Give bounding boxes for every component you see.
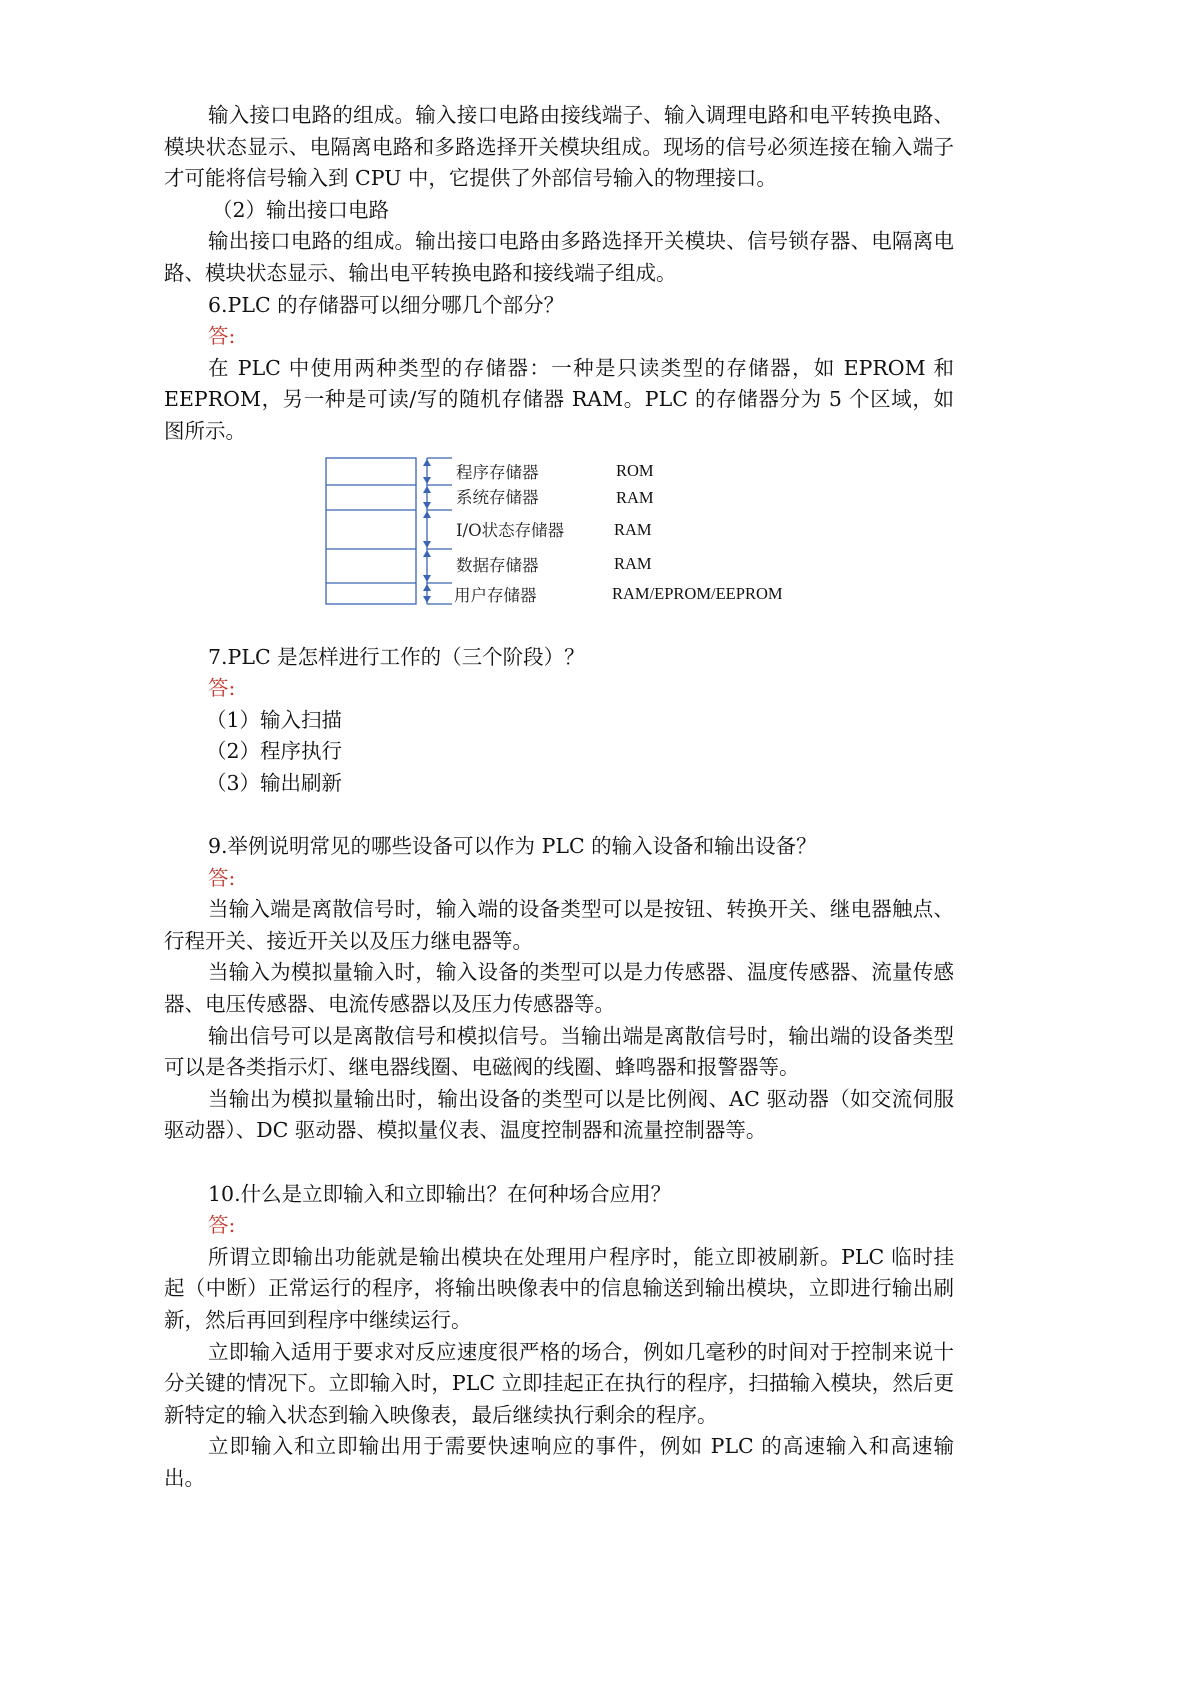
answer-label-10: 答:	[208, 1213, 236, 1238]
region-type-io-status: RAM	[614, 519, 652, 539]
answer-label-9: 答:	[208, 865, 236, 890]
region-label-program: 程序存储器	[456, 462, 539, 482]
region-type-system: RAM	[616, 487, 654, 507]
question-10: 10.什么是立即输入和立即输出？在何种场合应用？	[208, 1181, 672, 1206]
question-6: 6.PLC 的存储器可以细分哪几个部分？	[208, 292, 565, 317]
memory-block-outline	[326, 458, 416, 604]
region-type-data: RAM	[614, 553, 652, 573]
answer-label-6: 答:	[208, 324, 236, 349]
answer-7-item: （1）输入扫描	[206, 707, 343, 732]
region-label-system: 系统存储器	[456, 487, 539, 507]
paragraph-output-interface: 输出接口电路的组成。输出接口电路由多路选择开关模块、信号锁存器、电隔离电路、模块状态显示、输出电平转换电路和接线端子组成。	[164, 229, 954, 285]
answer-9-paragraph: 当输出为模拟量输出时，输出设备的类型可以是比例阀、AC 驱动器（如交流伺服驱动器）、DC 驱动器、模拟量仪表、温度控制器和流量控制器等。	[164, 1086, 954, 1143]
heading-output-interface: （2）输出接口电路	[212, 197, 390, 222]
region-label-user: 用户存储器	[454, 585, 537, 605]
memory-diagram-lines	[164, 456, 764, 638]
question-7: 7.PLC 是怎样进行工作的（三个阶段）？	[208, 644, 585, 669]
region-type-user: RAM/EPROM/EEPROM	[612, 583, 783, 603]
document-page	[164, 100, 954, 1495]
answer-9-paragraph: 输出信号可以是离散信号和模拟信号。当输出端是离散信号时，输出端的设备类型可以是各类指示灯、继电器线圈、电磁阀的线圈、蜂鸣器和报警器等。	[164, 1023, 954, 1080]
region-label-io-status: I/O状态存储器	[456, 520, 565, 540]
answer-label-7: 答:	[208, 676, 236, 701]
answer-6: 在 PLC 中使用两种类型的存储器：一种是只读类型的存储器，如 EPROM 和 EEPROM，另一种是可读/写的随机存储器 RAM。PLC 的存储器分为 5 个区域，如图所示。	[164, 355, 954, 443]
answer-7-item: （3）输出刷新	[206, 770, 343, 795]
answer-9-paragraph: 当输入为模拟量输入时，输入设备的类型可以是力传感器、温度传感器、流量传感器、电压传感器、电流传感器以及压力传感器等。	[164, 960, 954, 1017]
paragraph-input-interface: 输入接口电路的组成。输入接口电路由接线端子、输入调理电路和电平转换电路、模块状态显示、电隔离电路和多路选择开关模块组成。现场的信号必须连接在输入端子才可能将信号输入到 CPU 中，它提供了外部信号输入的物理接口。	[164, 103, 954, 191]
region-label-data: 数据存储器	[456, 555, 539, 575]
answer-10-paragraph: 立即输入适用于要求对反应速度很严格的场合，例如几毫秒的时间对于控制来说十分关键的情况下。立即输入时，PLC 立即挂起正在执行的程序，扫描输入模块，然后更新特定的输入状态到输入映像表，最后继续执行剩余的程序。	[164, 1339, 954, 1427]
question-9: 9.举例说明常见的哪些设备可以作为 PLC 的输入设备和输出设备？	[208, 834, 817, 859]
memory-region-diagram	[164, 456, 954, 638]
answer-10-paragraph: 所谓立即输出功能就是输出模块在处理用户程序时，能立即被刷新。PLC 临时挂起（中断）正常运行的程序，将输出映像表中的信息输送到输出模块，立即进行输出刷新，然后再回到程序中继续运行。	[164, 1244, 954, 1332]
answer-10-paragraph: 立即输入和立即输出用于需要快速响应的事件，例如 PLC 的高速输入和高速输出。	[164, 1434, 954, 1490]
answer-7-item: （2）程序执行	[206, 739, 343, 764]
answer-9-paragraph: 当输入端是离散信号时，输入端的设备类型可以是按钮、转换开关、继电器触点、行程开关、接近开关以及压力继电器等。	[164, 897, 954, 953]
region-type-program: ROM	[616, 460, 654, 480]
